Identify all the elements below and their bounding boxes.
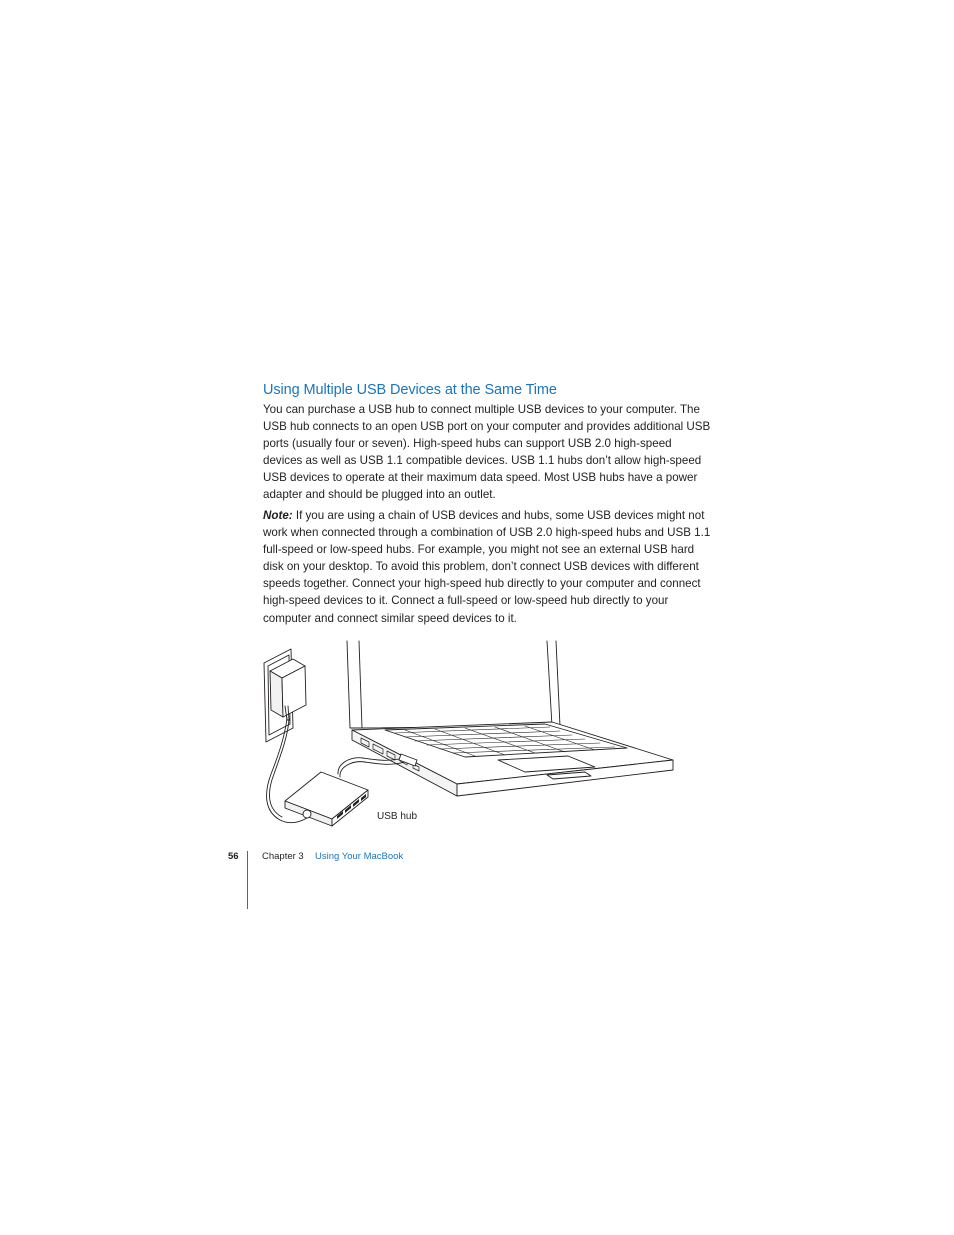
footer-chapter-title: Using Your MacBook — [315, 851, 404, 862]
usb-hub-illustration — [255, 636, 680, 831]
section-heading: Using Multiple USB Devices at the Same Time — [263, 382, 557, 398]
note-text: If you are using a chain of USB devices and hubs, some USB devices might not work when connected through a combination of USB 2.0 high-speed hubs and USB 1.1 full-speed or low-speed hubs. For example, you might not see an external USB hard disk on your desktop. To avoid this problem, don’t connect USB devices with different speeds together. Connect your high-speed hub directly to your computer and connect high-speed devices to it. Connect a full-speed or low-speed hub directly to your computer and connect similar speed devices to it. — [263, 509, 711, 625]
body-paragraph: You can purchase a USB hub to connect multiple USB devices to your computer. The USB hub connects to an open USB port on your computer and provides additional USB ports (usually four or seven). High-speed hubs can support USB 2.0 high-speed devices as well as USB 1.1 compatible devices. USB 1.1 hubs don’t allow high-speed USB devices to operate at their maximum data speed. Most USB hubs have a power adapter and should be plugged into an outlet. — [263, 403, 711, 502]
power-adapter-icon — [270, 659, 306, 720]
usb-hub-icon — [285, 772, 368, 826]
page-number: 56 — [228, 851, 239, 862]
usb-hub-callout: USB hub — [377, 811, 418, 822]
note-label: Note: — [263, 509, 293, 522]
note-paragraph — [263, 507, 711, 627]
footer-divider — [247, 851, 248, 909]
footer-chapter: Chapter 3 — [262, 851, 304, 862]
laptop-icon — [347, 641, 673, 796]
